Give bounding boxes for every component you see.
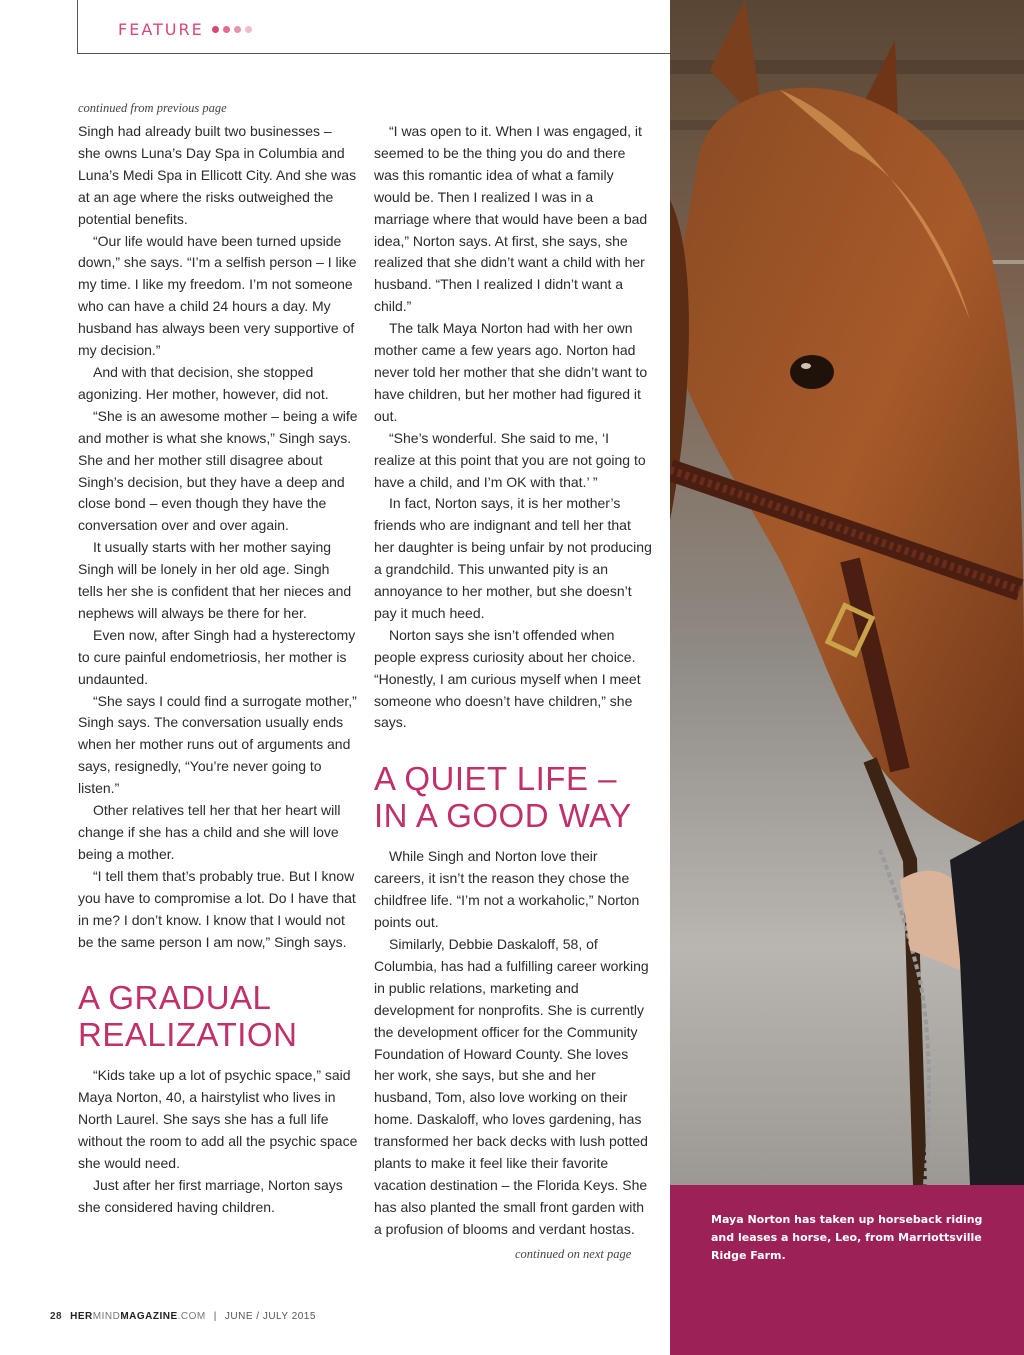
header-rule	[77, 53, 670, 54]
section-heading: A QUIET LIFE – IN A GOOD WAY	[374, 760, 632, 835]
horse-photo-illustration	[670, 0, 1024, 1185]
brand-part: MIND	[92, 1311, 121, 1322]
paragraph: The talk Maya Norton had with her own mother came a few years ago. Norton had never told her mother that she didn’t want to have children, but her mother had figured it out.	[374, 320, 648, 424]
paragraph: “She says I could find a surrogate mother,” Singh says. The conversation usually ends when her mother runs out of arguments and says, resignedly, “You’re never going to listen.”	[78, 692, 357, 797]
page-number: 28	[50, 1311, 63, 1322]
continued-from-note: continued from previous page	[78, 101, 227, 115]
dot-icon	[223, 26, 230, 33]
continued-next-note: continued on next page	[515, 1247, 632, 1261]
article-column-1	[78, 121, 358, 1219]
section-label: FEATURE	[118, 20, 204, 39]
header-rule-vertical	[77, 0, 78, 54]
page-footer	[50, 1311, 316, 1322]
paragraph: “Our life would have been turned upside down,” she says. “I’m a selfish person – I like my time. I like my freedom. I’m not someone who can have a child 24 hours a day. My husband has always been very supportive of my decision.”	[78, 232, 357, 359]
paragraph: Other relatives tell her that her heart will change if she has a child and she will love being a mother.	[78, 802, 341, 862]
dot-icon	[234, 26, 241, 33]
paragraph: “I tell them that’s probably true. But I know you have to compromise a lot. Do I have that in me? I don’t know. I know that I would not be the same person I am now,” Singh says.	[78, 867, 356, 950]
dot-icon	[245, 26, 252, 33]
paragraph: Just after her first marriage, Norton says she considered having children.	[78, 1176, 343, 1215]
section-dots	[212, 26, 252, 33]
paragraph: “She is an awesome mother – being a wife and mother is what she knows,” Singh says. She and her mother still disagree about Singh’s decision, but they have a deep and close bond – even though they have the conversation over and over again.	[78, 407, 358, 534]
paragraph: Similarly, Debbie Daskaloff, 58, of Columbia, has had a fulfilling career working in public relations, marketing and development for nonprofits. She is currently the development officer for the Community Foundation of Howard County. She loves her work, she says, but she and her husband, Tom, also love working on their home. Daskaloff, who loves gardening, has transformed her back decks with lush potted plants to make it feel like their favorite vacation destination – the Florida Keys. She has also planted the small front garden with a profusion of blooms and verdant hostas.	[374, 936, 649, 1237]
paragraph: Norton says she isn’t offended when people express curiosity about her choice. “Honestly, I am curious myself when I meet someone who doesn’t have children,” she says.	[374, 626, 641, 731]
paragraph: In fact, Norton says, it is her mother’s friends who are indignant and tell her that her daughter is being unfair by not producing a grandchild. This unwanted pity is an annoyance to her mother, but she doesn’t pay it much heed.	[374, 495, 652, 621]
paragraph: Singh had already built two businesses – she owns Luna’s Day Spa in Columbia and Luna’s Medi Spa in Ellicott City. And she was at an age where the risks outweighed the potential benefits.	[78, 123, 357, 227]
dot-icon	[212, 26, 219, 33]
footer-separator: |	[213, 1311, 217, 1322]
paragraph: Even now, after Singh had a hysterectomy to cure painful endometriosis, her mother is undaunted.	[78, 626, 356, 687]
article-column-2	[374, 121, 652, 1241]
brand-part: MAGAZINE	[120, 1311, 178, 1322]
paragraph: “I was open to it. When I was engaged, it seemed to be the thing you do and there was this romantic idea of what a family would be. Then I realized I was in a marriage where that would have been a bad idea,” Norton says. At first, she says, she realized that she didn’t want a child with her husband. “Then I realized I didn’t want a child.”	[374, 123, 648, 315]
issue-date: JUNE / JULY 2015	[224, 1311, 316, 1322]
photo-caption: Maya Norton has taken up horseback riding and leases a horse, Leo, from Marriottsville Ridge Farm.	[711, 1213, 983, 1262]
paragraph: And with that decision, she stopped agonizing. Her mother, however, did not.	[78, 363, 329, 402]
paragraph: “Kids take up a lot of psychic space,” said Maya Norton, 40, a hairstylist who lives in North Laurel. She says she has a full life without the room to add all the psychic space she would need.	[78, 1067, 358, 1172]
horse-photo	[670, 0, 1024, 1185]
section-heading: A GRADUAL REALIZATION	[78, 979, 298, 1054]
paragraph: While Singh and Norton love their careers, it isn’t the reason they chose the childfree life. “I’m not a workaholic,” Norton points out.	[374, 848, 640, 931]
magazine-website	[70, 1311, 206, 1322]
brand-part: HER	[70, 1311, 93, 1322]
paragraph: “She’s wonderful. She said to me, ‘I realize at this point that you are not going to have a child, and I’m OK with that.’ ”	[374, 429, 646, 490]
paragraph: It usually starts with her mother saying Singh will be lonely in her old age. Singh tells her she is confident that her nieces and nephews will always be there for her.	[78, 539, 352, 621]
brand-part: .COM	[177, 1311, 206, 1322]
